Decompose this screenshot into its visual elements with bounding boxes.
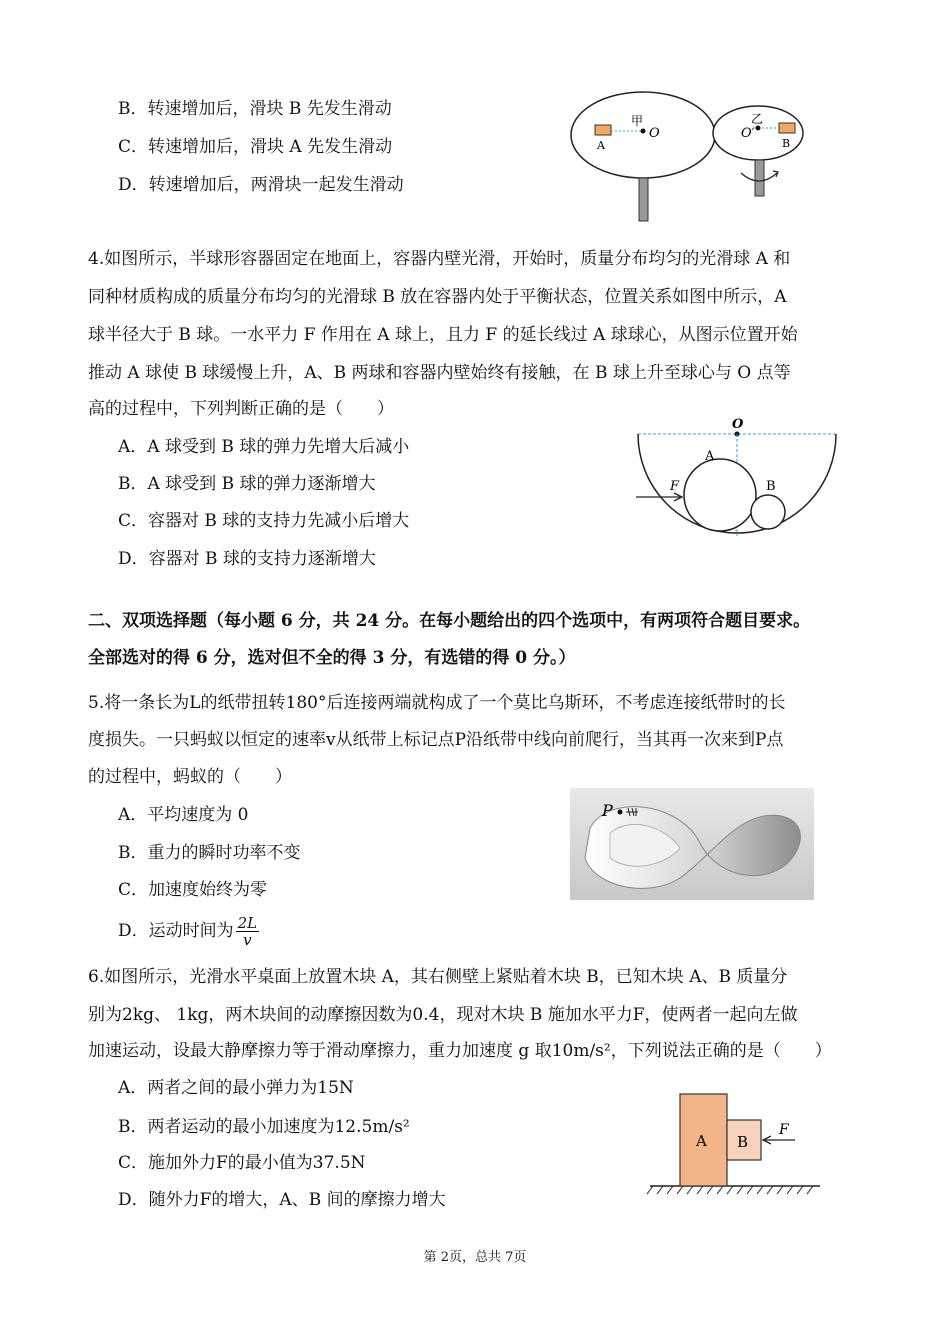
q6-stem-1: 6.如图所示，光滑水平桌面上放置木块 A，其右侧壁上紧贴着木块 B，已知木块 A、B 质量分 [88, 967, 788, 987]
q6-label-f: F [779, 1122, 789, 1138]
q3-label-o-prime: O′ [741, 126, 755, 141]
q6-blocks-figure [645, 1090, 825, 1200]
q3-turntable-figure [565, 85, 815, 225]
q5-option-a: A．平均速度为 0 [118, 805, 249, 825]
q4-hemisphere-figure [628, 414, 843, 549]
q3-left-shaft [639, 178, 648, 221]
q5-option-c: C．加速度始终为零 [118, 880, 268, 900]
q4-ball-b [751, 495, 785, 529]
q6-label-a: A [696, 1132, 707, 1150]
q3-option-d: D．转速增加后，两滑块一起发生滑动 [118, 175, 404, 195]
q3-label-a: A [597, 139, 605, 152]
q4-stem-2: 同种材质构成的质量分布均匀的光滑球 B 放在容器内处于平衡状态，位置关系如图中所示，A [88, 287, 787, 307]
q6-stem-3: 加速运动，设最大静摩擦力等于滑动摩擦力，重力加速度 g 取10m/s²，下列说法正确的是（ ） [88, 1041, 832, 1061]
q4-label-f: F [670, 479, 680, 494]
q3-block-a [595, 125, 611, 135]
q4-stem-4: 推动 A 球使 B 球缓慢上升，A、B 两球和容器内壁始终有接触，在 B 球上升至球心与 O 点等 [88, 363, 791, 383]
q3-label-o: O [649, 126, 660, 141]
q4-stem-5: 高的过程中，下列判断正确的是（ ） [88, 399, 394, 419]
q3-right-shaft [755, 160, 764, 196]
q6-option-c: C．施加外力F的最小值为37.5N [118, 1153, 366, 1173]
page-footer: 第 2页，总共 7页 [423, 1250, 527, 1265]
q5-point-p [618, 810, 623, 815]
q3-option-c: C．转速增加后，滑块 A 先发生滑动 [118, 137, 393, 157]
q5-stem-2: 度损失。一只蚂蚁以恒定的速率v从纸带上标记点P沿纸带中线向前爬行，当其再一次来到P点 [88, 730, 784, 750]
q5-stem-1: 5.将一条长为L的纸带扭转180°后连接两端就构成了一个莫比乌斯环，不考虑连接纸带时的长 [88, 693, 786, 713]
q4-option-a: A．A 球受到 B 球的弹力先增大后减小 [118, 437, 410, 457]
q6-stem-2: 别为2kg、 1kg，两木块间的动摩擦因数为0.4，现对木块 B 施加水平力F，使两者一起向左做 [88, 1005, 798, 1025]
q5-option-d [118, 914, 259, 948]
q5-option-d-fraction [236, 915, 260, 948]
q6-option-d: D．随外力F的增大，A、B 间的摩擦力增大 [118, 1190, 446, 1210]
q5-stem-3: 的过程中，蚂蚁的（ ） [88, 767, 292, 787]
q3-label-yi: 乙 [751, 112, 764, 126]
q4-ball-a [684, 459, 756, 531]
q3-label-jia: 甲 [631, 114, 644, 128]
q5-mobius-figure [570, 788, 814, 900]
q4-label-a: A [705, 449, 715, 464]
section2-heading-2: 全部选对的得 6 分，选对但不全的得 3 分，有选错的得 0 分。） [88, 648, 576, 668]
section2-heading-1: 二、双项选择题（每小题 6 分，共 24 分。在每小题给出的四个选项中，有两项符合题目要求。 [88, 611, 811, 631]
q5-option-d-numerator: 2L [237, 914, 258, 932]
q4-option-b: B．A 球受到 B 球的弹力逐渐增大 [118, 474, 376, 494]
q4-stem-3: 球半径大于 B 球。一水平力 F 作用在 A 球上，且力 F 的延长线过 A 球球心，从图示位置开始 [88, 325, 798, 345]
q4-stem-1: 4.如图所示，半球形容器固定在地面上，容器内壁光滑，开始时，质量分布均匀的光滑球 A 和 [88, 249, 791, 269]
q3-label-b: B [782, 137, 791, 150]
q5-label-p: P [602, 801, 613, 820]
q5-option-d-prefix: D．运动时间为 [118, 921, 234, 941]
q3-option-b: B．转速增加后，滑块 B 先发生滑动 [118, 99, 392, 119]
q6-option-a: A．两者之间的最小弹力为15N [118, 1078, 354, 1098]
q4-label-o: O [732, 417, 744, 432]
q4-option-c: C．容器对 B 球的支持力先减小后增大 [118, 511, 410, 531]
q6-option-b: B．两者运动的最小加速度为12.5m/s² [118, 1117, 410, 1137]
q5-option-b: B．重力的瞬时功率不变 [118, 843, 301, 863]
q5-option-d-denominator: v [243, 931, 252, 949]
q3-block-b [779, 123, 795, 133]
q4-label-b: B [766, 479, 776, 494]
q4-option-d: D．容器对 B 球的支持力逐渐增大 [118, 549, 376, 569]
q6-label-b: B [737, 1133, 749, 1151]
